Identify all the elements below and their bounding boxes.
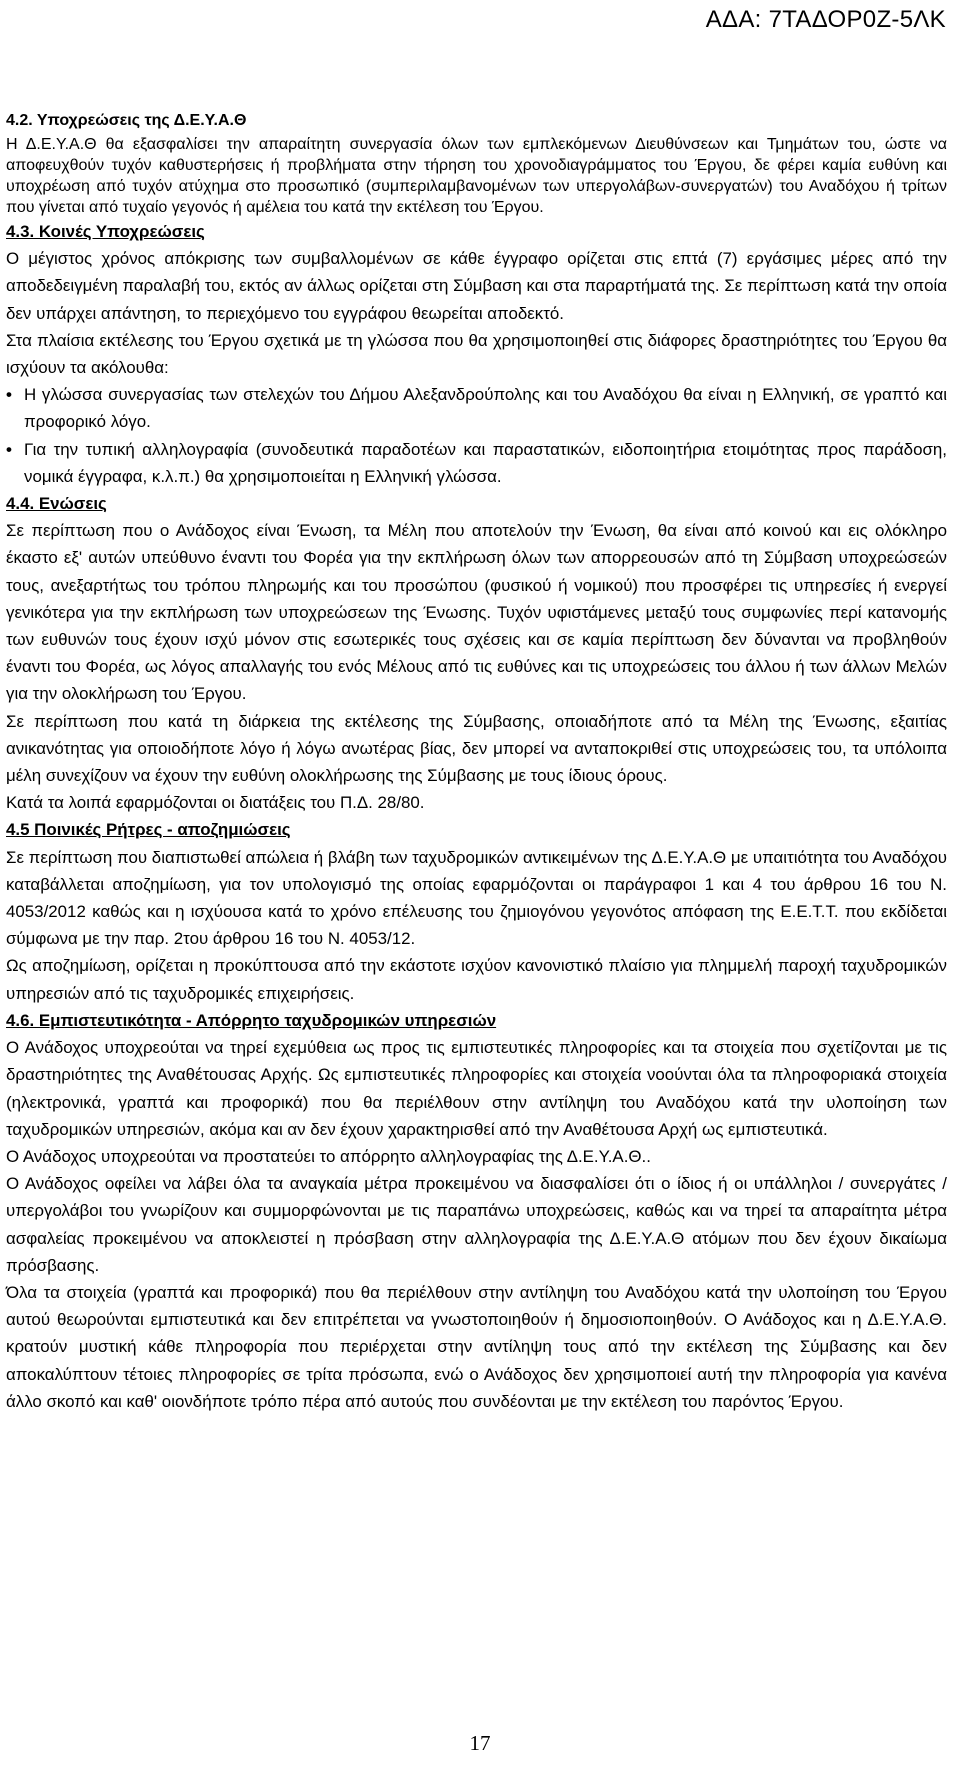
ada-code: ΑΔΑ: 7ΤΑΔΟΡ0Ζ-5ΛΚ bbox=[705, 6, 946, 33]
section-4-2 bbox=[6, 107, 947, 218]
paragraph: Ο μέγιστος χρόνος απόκρισης των συμβαλλομένων σε κάθε έγγραφο ορίζεται στις επτά (7) εργάσιμες μέρες από την αποδεδειγμένη παραλαβή του, εκτός αν άλλως ορίζεται στη Σύμβαση και στα παραρτήματά της. Σε περίπτωση κατά την οποία δεν υπάρχει απάντηση, το περιεχόμενο του εγγράφου θεωρείται αποδεκτό. bbox=[6, 249, 947, 323]
section-heading: 4.3. Κοινές Υποχρεώσεις bbox=[6, 222, 205, 241]
section-4-4 bbox=[6, 490, 947, 816]
paragraph: Σε περίπτωση που διαπιστωθεί απώλεια ή βλάβη των ταχυδρομικών αντικειμένων της Δ.Ε.Υ.Α.Θ με υπαιτιότητα του Αναδόχου καταβάλλεται αποζημίωση, για τον υπολογισμό της οποίας εφαρμόζονται οι παράγραφοι 1 και 4 του άρθρου 16 του Ν. 4053/2012 καθώς και η ισχύουσα κατά το χρόνο επέλευσης του ζημιογόνου γεγονότος απόφαση της Ε.Ε.Τ.Τ. που εκδίδεται σύμφωνα με την παρ. 2του άρθρου 16 του Ν. 4053/12. bbox=[6, 847, 947, 949]
section-heading: 4.2. Υποχρεώσεις της Δ.Ε.Υ.Α.Θ bbox=[6, 112, 247, 129]
section-heading: 4.6. Εμπιστευτικότητα - Απόρρητο ταχυδρομικών υπηρεσιών bbox=[6, 1010, 497, 1030]
section-heading: 4.5 Ποινικές Ρήτρες - αποζημιώσεις bbox=[6, 820, 291, 840]
document-body bbox=[6, 107, 947, 1415]
bullet-icon: • bbox=[6, 385, 12, 405]
paragraph: Κατά τα λοιπά εφαρμόζονται οι διατάξεις του Π.Δ. 28/80. bbox=[6, 793, 425, 813]
bullet-icon: • bbox=[6, 439, 12, 459]
bullet-item bbox=[6, 381, 947, 435]
paragraph: Ο Ανάδοχος οφείλει να λάβει όλα τα αναγκαία μέτρα προκειμένου να διασφαλίσει ότι ο ίδιος ή οι υπάλληλοι / συνεργάτες / υπεργολάβοι του γνωρίζουν και συμμορφώνονται με τις παραπάνω υποχρεώσεις, καθώς και να τηρεί τα απαραίτητα μέτρα ασφαλείας προκειμένου να αποκλειστεί η πρόσβαση στην αλληλογραφία της Δ.Ε.Υ.Α.Θ ατόμων που δεν έχουν δικαίωμα πρόσβασης. bbox=[6, 1174, 947, 1275]
paragraph: Σε περίπτωση που κατά τη διάρκεια της εκτέλεσης της Σύμβασης, οποιαδήποτε από τα Μέλη της Ένωσης, εξαιτίας ανικανότητας για οποιοδήποτε λόγο ή λόγω ανωτέρας βίας, δεν μπορεί να ανταποκριθεί στις υποχρεώσεις του, τα υπόλοιπα μέλη συνεχίζουν να έχουν την ευθύνη ολοκλήρωσης της Σύμβασης με τους ίδιους όρους. bbox=[6, 711, 947, 786]
page-number: 17 bbox=[469, 1731, 491, 1755]
paragraph: Ο Ανάδοχος υποχρεούται να τηρεί εχεμύθεια ως προς τις εμπιστευτικές πληροφορίες και τα στοιχεία που σχετίζονται με τις δραστηριότητες της Αναθέτουσας Αρχής. Ως εμπιστευτικές πληροφορίες και στοιχεία νοούνται όλα τα πληροφοριακά στοιχεία (ηλεκτρονικά, γραπτά και προφορικά) που θα περιέλθουν στην αντίληψη του Αναδόχου κατά την υλοποίηση των ταχυδρομικών υπηρεσιών, ακόμα και αν δεν έχουν χαρακτηρισθεί από την Αναθέτουσα Αρχή ως εμπιστευτικά. bbox=[6, 1038, 947, 1139]
bullet-text: Για την τυπική αλληλογραφία (συνοδευτικά παραδοτέων και παραστατικών, ειδοποιητήρια ετοιμότητας προς παράδοση, νομικά έγγραφα, κ.λ.π.) θα χρησιμοποιείται η Ελληνική γλώσσα. bbox=[24, 439, 947, 486]
section-4-6 bbox=[6, 1007, 947, 1415]
bullet-text: Η γλώσσα συνεργασίας των στελεχών του Δήμου Αλεξανδρούπολης και του Αναδόχου θα είναι η Ελληνική, σε γραπτό και προφορικό λόγο. bbox=[24, 385, 947, 432]
paragraph: Σε περίπτωση που ο Ανάδοχος είναι Ένωση, τα Μέλη που αποτελούν την Ένωση, θα είναι από κοινού και εις ολόκληρο έκαστο εξ' αυτών υπεύθυνο έναντι του Φορέα για την εκπλήρωση όλων των απορρεουσών από τη Σύμβαση υποχρεώσεών τους, ανεξαρτήτως του τρόπου πληρωμής και του προσώπου (φυσικού ή νομικού) που προσφέρει τις υπηρεσίες ή ενεργεί γενικότερα για την εκπλήρωση των υποχρεώσεων της Ένωσης. Τυχόν υφιστάμενες μεταξύ τους συμφωνίες περί κατανομής των ευθυνών τους έχουν ισχύ μόνον στις εσωτερικές τους σχέσεις και σε καμία περίπτωση δεν δύνανται να προβληθούν έναντι του Φορέα, ως λόγος απαλλαγής του ενός Μέλους από τις ευθύνες και τις υποχρεώσεις του άλλου ή των άλλων Μελών για την ολοκλήρωση του Έργου. bbox=[6, 521, 947, 704]
paragraph: Ο Ανάδοχος υποχρεούται να προστατεύει το απόρρητο αλληλογραφίας της Δ.Ε.Υ.Α.Θ.. bbox=[6, 1146, 651, 1166]
section-heading: 4.4. Ενώσεις bbox=[6, 494, 107, 514]
section-4-3 bbox=[6, 218, 947, 490]
section-4-5 bbox=[6, 816, 947, 1006]
paragraph: Η Δ.Ε.Υ.Α.Θ θα εξασφαλίσει την απαραίτητη συνεργασία όλων των εμπλεκόμενων Διευθύνσεων και Τμημάτων του, ώστε να αποφευχθούν τυχόν καθυστερήσεις ή προβλήματα στην τήρηση του χρονοδιαγράμματος του Έργου, δε φέρει καμία ευθύνη και υποχρέωση από τυχόν ατύχημα στο προσωπικό (συμπεριλαμβανομένων των υπεργολάβων-συνεργατών) του Αναδόχου ή τρίτων που γίνεται από τυχαίο γεγονός ή αμέλεια του κατά την εκτέλεση του Έργου. bbox=[6, 136, 947, 216]
paragraph: Στα πλαίσια εκτέλεσης του Έργου σχετικά με τη γλώσσα που θα χρησιμοποιηθεί στις διάφορες δραστηριότητες του Έργου θα ισχύουν τα ακόλουθα: bbox=[6, 330, 947, 378]
paragraph: Όλα τα στοιχεία (γραπτά και προφορικά) που θα περιέλθουν στην αντίληψη του Αναδόχου κατά την υλοποίηση του Έργου αυτού θεωρούνται εμπιστευτικά και δεν επιτρέπεται να γνωστοποιηθούν ή δημοσιοποιηθούν. Ο Ανάδοχος και η Δ.Ε.Υ.Α.Θ. κρατούν μυστική κάθε πληροφορία που περιέρχεται στην αντίληψη τους από την εκτέλεση της Σύμβασης και δεν αποκαλύπτουν τέτοιες πληροφορίες σε τρίτα πρόσωπα, ενώ ο Ανάδοχος δεν χρησιμοποιεί αυτή την πληροφορία για κανένα άλλο σκοπό και καθ' οιονδήποτε τρόπο πέρα από αυτούς που συνδέονται με την εκτέλεση του παρόντος Έργου. bbox=[6, 1282, 947, 1411]
paragraph: Ως αποζημίωση, ορίζεται η προκύπτουσα από την εκάστοτε ισχύον κανονιστικό πλαίσιο για πλημμελή παροχή ταχυδρομικών υπηρεσιών από τις ταχυδρομικές επιχειρήσεις. bbox=[6, 956, 947, 1003]
bullet-item bbox=[6, 436, 947, 490]
